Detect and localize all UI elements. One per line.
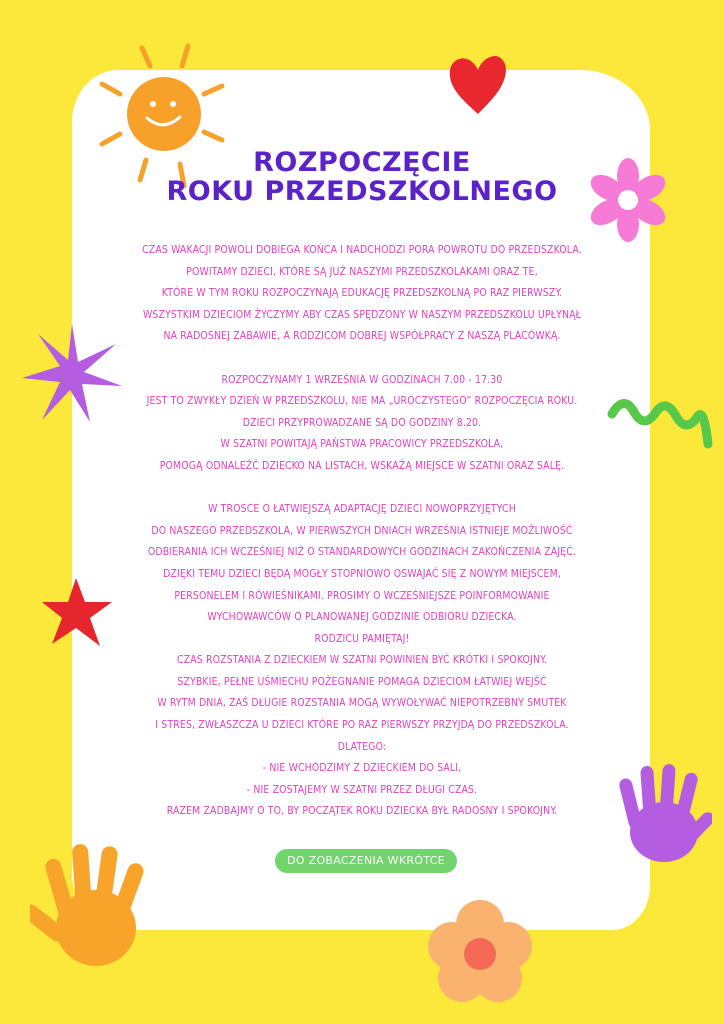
body-line: RAZEM ZADBAJMY O TO, BY POCZĄTEK ROKU DZIECKA BYŁ RADOSNY I SPOKOJNY. xyxy=(166,805,558,818)
body-line: I STRES, ZWŁASZCZA U DZIECI KTÓRE PO RAZ PIERWSZY PRZYJDĄ DO PRZEDSZKOLA. xyxy=(155,719,569,732)
body-line: RODZICU PAMIĘTAJ! xyxy=(314,632,410,645)
body-line: - NIE ZOSTAJEMY W SZATNI PRZEZ DŁUGI CZAS. xyxy=(246,783,478,796)
purple-hand-icon xyxy=(612,758,712,870)
body-line: CZAS WAKACJI POWOLI DOBIEGA KOŃCA I NADCHODZI PORA POWROTU DO PRZEDSZKOLA. xyxy=(142,244,582,256)
body-line: PERSONELEM I RÓWIEŚNIKAMI. PROSIMY O WCZEŚNIEJSZE POINFORMOWANIE xyxy=(174,589,550,602)
body-line: W RYTM DNIA, ZAŚ DŁUGIE ROZSTANIA MOGĄ WYWOŁYWAĆ NIEPOTRZEBNY SMUTEK xyxy=(157,697,567,710)
body-line: KTÓRE W TYM ROKU ROZPOCZYNAJĄ EDUKACJĘ PRZEDSZKOLNĄ PO RAZ PIERWSZY. xyxy=(161,287,563,300)
body-line: ODBIERANIA ICH WCZEŚNIEJ NIŻ O STANDARDOWYCH GODZINACH ZAKOŃCZENIA ZAJĘĆ. xyxy=(147,546,577,559)
body-line: WYCHOWAWCÓW O PLANOWANEJ GODZINIE ODBIORU DZIECKA. xyxy=(207,611,517,624)
see-you-soon-badge: DO ZOBACZENIA WKRÓTCE xyxy=(275,849,457,873)
body-line: WSZYSTKIM DZIECIOM ŻYCZYMY ABY CZAS SPĘDZONY W NASZYM PRZEDSZKOLU UPŁYNĄŁ xyxy=(142,308,582,321)
announcement-body xyxy=(110,240,614,823)
body-line: ROZPOCZYNAMY 1 WRZEŚNIA W GODZINACH 7.00 - 17.30 xyxy=(221,373,503,386)
body-line: - NIE WCHODZIMY Z DZIECKIEM DO SALI, xyxy=(262,762,462,775)
body-line: W SZATNI POWITAJĄ PAŃSTWA PRACOWICY PRZEDSZKOLA, xyxy=(220,438,504,451)
body-line: CZAS ROZSTANIA Z DZIECKIEM W SZATNI POWINIEN BYĆ KRÓTKI I SPOKOJNY. xyxy=(177,654,547,667)
body-line: DLATEGO: xyxy=(337,740,387,753)
red-star-icon xyxy=(40,576,114,648)
body-line: POWITAMY DZIECI, KTÓRE SĄ JUŻ NASZYMI PRZEDSZKOLAKAMI ORAZ TE, xyxy=(186,265,538,278)
paragraph-gap xyxy=(110,478,614,500)
orange-hand-icon xyxy=(30,838,154,970)
green-squiggle-icon xyxy=(604,394,714,458)
body-line: W TROSCE O ŁATWIEJSZĄ ADAPTACJĘ DZIECI NOWOPRZYJĘTYCH xyxy=(208,503,516,516)
body-line: JEST TO ZWYKŁY DZIEŃ W PRZEDSZKOLU, NIE MA „UROCZYSTEGO” ROZPOCZĘCIA ROKU. xyxy=(146,395,578,408)
body-line: DO NASZEGO PRZEDSZKOLA, W PIERWSZYCH DNIACH WRZEŚNIA ISTNIEJE MOŻLIWOŚĆ xyxy=(151,524,573,537)
body-line: DZIECI PRZYPROWADZANE SĄ DO GODZINY 8.20. xyxy=(242,416,482,429)
body-line: DZIĘKI TEMU DZIECI BĘDĄ MOGŁY STOPNIOWO OSWAJAĆ SIĘ Z NOWYM MIEJSCEM, xyxy=(163,567,561,580)
purple-star-icon xyxy=(20,322,124,426)
body-line: SZYBKIE, PEŁNE UŚMIECHU POŻEGNANIE POMAGA DZIECIOM ŁATWIEJ WEJŚĆ xyxy=(177,675,547,688)
heart-icon xyxy=(446,52,510,118)
page-title-line2: ROKU PRZEDSZKOLNEGO xyxy=(166,176,558,207)
paragraph-gap xyxy=(110,348,614,370)
body-line: POMOGĄ ODNALEŹĆ DZIECKO NA LISTACH, WSKAŻĄ MIEJSCE W SZATNI ORAZ SALĘ. xyxy=(159,459,565,472)
page-title-line1: ROZPOCZĘCIE xyxy=(253,147,471,178)
peach-flower-icon xyxy=(428,900,532,1004)
body-line: NA RADOSNEJ ZABAWIE, A RODZICOM DOBREJ WSPÓŁPRACY Z NASZĄ PLACÓWKĄ. xyxy=(163,330,561,343)
